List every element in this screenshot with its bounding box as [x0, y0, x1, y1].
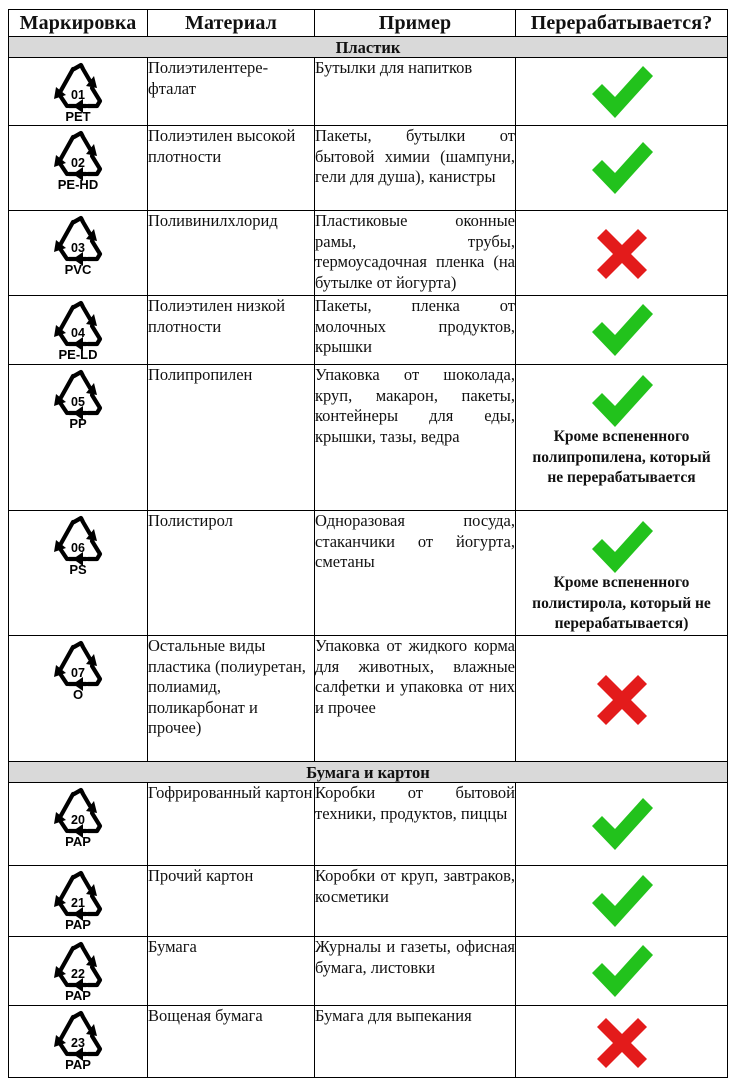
recycle-number: 22: [71, 967, 85, 981]
recycle-triangle-icon: [50, 869, 106, 931]
cross-icon: [591, 223, 653, 285]
example-cell: Журналы и газеты, офисная бумага, листовки: [315, 937, 516, 1006]
checkmark-icon: [588, 138, 656, 198]
recycle-code-label: O: [72, 687, 84, 701]
recycle-triangle-icon: [50, 786, 106, 848]
recycle-triangle-icon: [50, 129, 106, 191]
example-cell: Пакеты, бутылки от бытовой химии (шампуни, гели для душа), канистры: [315, 126, 516, 211]
marking-cell: [9, 636, 148, 762]
recyclable-yes: [588, 62, 656, 127]
cross-icon: [591, 669, 653, 731]
material-cell: Гофрированный картон: [148, 783, 315, 866]
recycle-triangle-icon: [50, 299, 106, 361]
section-row: [9, 762, 728, 783]
table-row: [9, 511, 728, 636]
recycle-code-label: PE-LD: [58, 347, 98, 361]
recycle-code-label: PAP: [65, 917, 91, 931]
example-cell: Упаковка от жидкого корма для животных, влажные салфетки и упаковка от них и прочее: [315, 636, 516, 762]
checkmark-icon: [588, 871, 656, 931]
checkmark-icon: [588, 371, 656, 431]
example-cell: Коробки от бытовой техники, продуктов, пиццы: [315, 783, 516, 866]
material-cell: Бумага: [148, 937, 315, 1006]
section-title: Бумага и картон: [9, 762, 728, 783]
marking-cell: [9, 1006, 148, 1078]
example-cell: Пакеты, пленка от молочных продуктов, крышки: [315, 296, 516, 365]
recycle-code-label: PAP: [65, 988, 91, 1002]
recycle-number: 06: [71, 541, 85, 555]
material-cell: Полиэтилен высокой плотности: [148, 126, 315, 211]
recyclable-yes: [588, 941, 656, 1006]
recyclable-yes: [588, 300, 656, 365]
material-cell: Полистирол: [148, 511, 315, 636]
table-row: [9, 937, 728, 1006]
material-cell: Полипропилен: [148, 365, 315, 511]
cross-icon: [591, 1012, 653, 1074]
recycle-triangle-icon: [50, 1009, 106, 1071]
table-row: [9, 783, 728, 866]
marking-cell: [9, 296, 148, 365]
recycle-code-label: PVC: [64, 262, 92, 276]
marking-cell: [9, 58, 148, 126]
table-row: [9, 866, 728, 937]
recyclable-cell: [516, 937, 728, 1006]
recycle-number: 21: [71, 896, 85, 910]
recyclable-cell: [516, 1006, 728, 1078]
recycle-number: 20: [71, 813, 85, 827]
marking-cell: [9, 511, 148, 636]
checkmark-icon: [588, 517, 656, 577]
marking-cell: [9, 211, 148, 296]
recyclable-cell: [516, 58, 728, 126]
header-recyclable: Перерабатывается?: [516, 10, 728, 37]
marking-cell: [9, 866, 148, 937]
example-cell: Одноразовая посуда, стаканчики от йогурта, сметаны: [315, 511, 516, 636]
material-cell: Поливинилхлорид: [148, 211, 315, 296]
example-cell: Бутылки для напитков: [315, 58, 516, 126]
recyclable-yes: [588, 794, 656, 859]
marking-cell: [9, 783, 148, 866]
checkmark-icon: [588, 794, 656, 854]
recyclable-cell: [516, 126, 728, 211]
table-row: [9, 636, 728, 762]
header-example: Пример: [315, 10, 516, 37]
recycle-code-label: PE-HD: [57, 177, 99, 191]
section-row: [9, 37, 728, 58]
recycle-code-label: PAP: [65, 834, 91, 848]
table-row: [9, 1006, 728, 1078]
marking-cell: [9, 365, 148, 511]
material-cell: Остальные виды пластика (полиуретан, полиамид, поликарбонат и прочее): [148, 636, 315, 762]
recycle-number: 23: [71, 1036, 85, 1050]
marking-cell: [9, 937, 148, 1006]
recyclable-yes: [588, 371, 656, 436]
recyclable-no: [591, 223, 653, 290]
recyclable-cell: [516, 365, 728, 511]
exception-note: Кроме вспененного полистирола, который не перерабатывается): [532, 574, 711, 632]
table-row: [9, 126, 728, 211]
recycle-triangle-icon: [50, 639, 106, 701]
recycle-number: 03: [71, 241, 85, 255]
material-cell: Прочий картон: [148, 866, 315, 937]
checkmark-icon: [588, 62, 656, 122]
header-marking: Маркировка: [9, 10, 148, 37]
recycle-code-label: PAP: [65, 1057, 91, 1071]
checkmark-icon: [588, 941, 656, 1001]
table-row: [9, 296, 728, 365]
recycle-triangle-icon: [50, 514, 106, 576]
marking-cell: [9, 126, 148, 211]
table-row: [9, 211, 728, 296]
example-cell: Упаковка от шоколада, круп, макарон, пакеты, контейнеры для еды, крышки, тазы, ведра: [315, 365, 516, 511]
material-cell: Полиэтилен низкой плотности: [148, 296, 315, 365]
recyclable-yes: [588, 871, 656, 936]
recyclable-cell: [516, 866, 728, 937]
checkmark-icon: [588, 300, 656, 360]
recyclable-no: [591, 669, 653, 736]
section-title: Пластик: [9, 37, 728, 58]
example-cell: Пластиковые оконные рамы, трубы, термоусадочная пленка (на бутылке от йогурта): [315, 211, 516, 296]
recyclable-cell: [516, 211, 728, 296]
recycle-code-label: PP: [69, 416, 87, 430]
recycle-triangle-icon: [50, 940, 106, 1002]
header-row: [9, 10, 728, 37]
table-row: [9, 58, 728, 126]
recyclable-no: [591, 1012, 653, 1079]
recycle-code-label: PS: [69, 562, 87, 576]
recyclable-cell: [516, 636, 728, 762]
recycling-table: [8, 9, 728, 1078]
recyclable-yes: [588, 138, 656, 203]
recyclable-yes: [588, 517, 656, 582]
recycle-number: 04: [71, 326, 85, 340]
recyclable-cell: [516, 783, 728, 866]
recycle-triangle-icon: [50, 368, 106, 430]
recycle-triangle-icon: [50, 214, 106, 276]
recycle-code-label: PET: [65, 109, 91, 123]
material-cell: Полиэтилентере-фталат: [148, 58, 315, 126]
table-row: [9, 365, 728, 511]
recyclable-cell: [516, 296, 728, 365]
recyclable-cell: [516, 511, 728, 636]
example-cell: Коробки от круп, завтраков, косметики: [315, 866, 516, 937]
header-material: Материал: [148, 10, 315, 37]
recycle-number: 02: [71, 156, 85, 170]
recycle-number: 01: [71, 88, 85, 102]
material-cell: Вощеная бумага: [148, 1006, 315, 1078]
recycle-number: 05: [71, 395, 85, 409]
recycle-triangle-icon: [50, 61, 106, 123]
example-cell: Бумага для выпекания: [315, 1006, 516, 1078]
recycle-number: 07: [71, 666, 85, 680]
exception-note: Кроме вспененного полипропилена, который не перерабатывается: [532, 428, 711, 486]
